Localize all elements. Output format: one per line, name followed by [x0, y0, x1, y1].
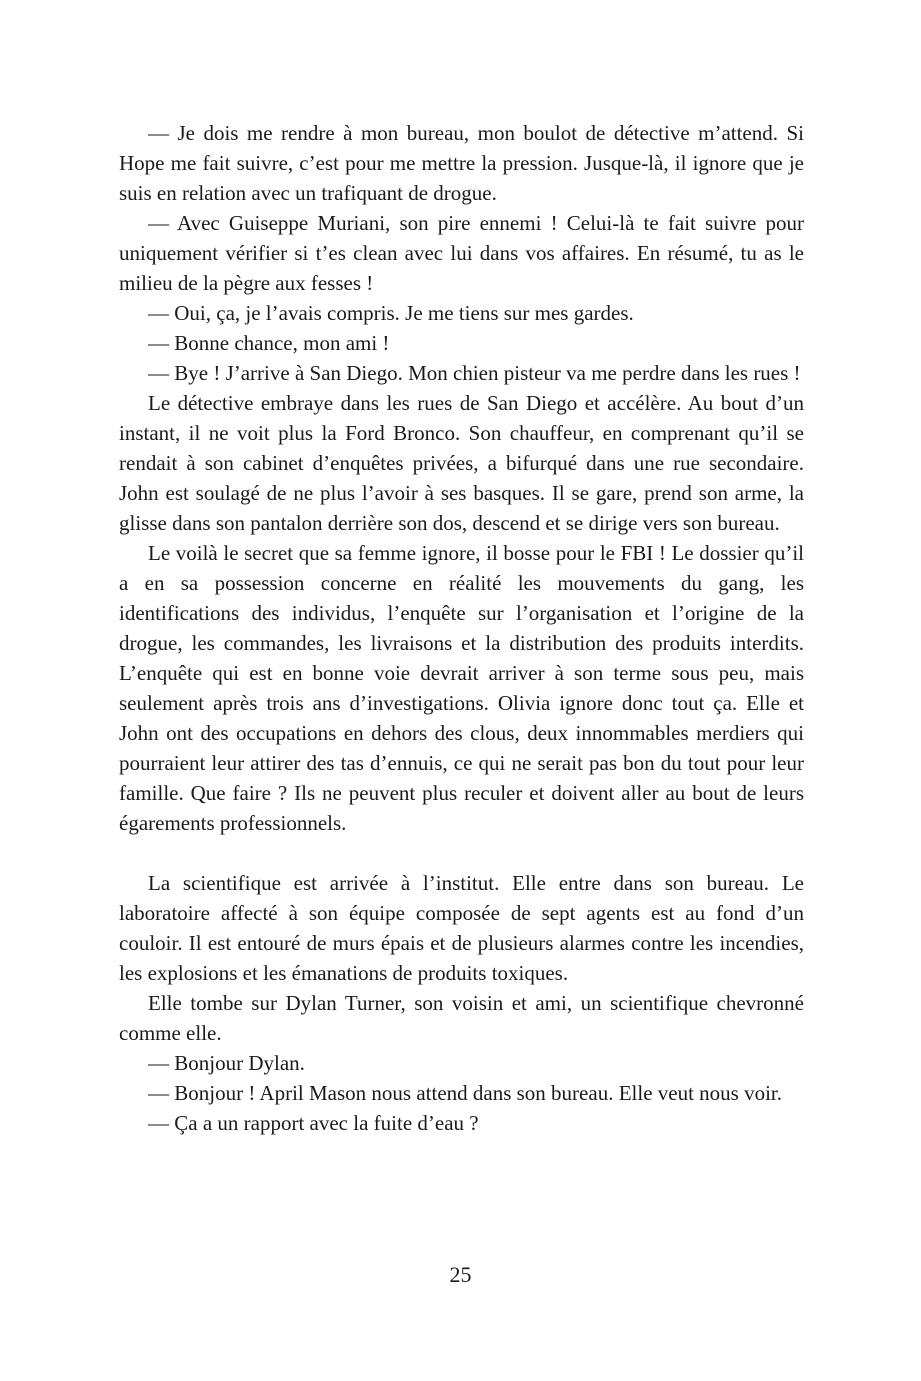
- paragraph: Le détective embraye dans les rues de San Diego et accélère. Au bout d’un instant, il ne voit plus la Ford Bronco. Son chauffeur, en comprenant qu’il se rendait à son cabinet d’enquêtes privées, a bifurqué dans une rue secondaire. John est soulagé de ne plus l’avoir à ses basques. Il se gare, prend son arme, la glisse dans son pantalon derrière son dos, descend et se dirige vers son bureau.: [119, 391, 804, 535]
- paragraph: Le voilà le secret que sa femme ignore, il bosse pour le FBI ! Le dossier qu’il a en sa possession concerne en réalité les mouvements du gang, les identifications des individus, l’enquête sur l’organisation et l’origine de la drogue, les commandes, les livraisons et la distribution des produits interdits. L’enquête qui est en bonne voie devrait arriver à son terme sous peu, mais seulement après trois ans d’investigations. Olivia ignore donc tout ça. Elle et John ont des occupations en dehors des clous, deux innommables merdiers qui pourraient leur attirer des tas d’ennuis, ce qui ne serait pas bon du tout pour leur famille. Que faire ? Ils ne peuvent plus reculer et doivent aller au bout de leurs égarements professionnels.: [119, 541, 804, 835]
- paragraph: — Ça a un rapport avec la fuite d’eau ?: [148, 1111, 479, 1135]
- paragraph: — Bonjour ! April Mason nous attend dans son bureau. Elle veut nous voir.: [148, 1081, 783, 1105]
- paragraph: La scientifique est arrivée à l’institut. Elle entre dans son bureau. Le laboratoire affecté à son équipe composée de sept agents est au fond d’un couloir. Il est entouré de murs épais et de plusieurs alarmes contre les incendies, les explosions et les émanations de produits toxiques.: [119, 871, 804, 985]
- paragraph: Elle tombe sur Dylan Turner, son voisin et ami, un scientifique chevronné comme elle.: [119, 991, 804, 1045]
- paragraph: — Bye ! J’arrive à San Diego. Mon chien pisteur va me perdre dans les rues !: [148, 361, 801, 385]
- section-break: [119, 838, 804, 868]
- page-number: 25: [449, 1262, 472, 1287]
- paragraph: — Je dois me rendre à mon bureau, mon boulot de détective m’attend. Si Hope me fait suivre, c’est pour me mettre la pression. Jusque-là, il ignore que je suis en relation avec un trafiquant de drogue.: [119, 121, 804, 205]
- paragraph: — Oui, ça, je l’avais compris. Je me tiens sur mes gardes.: [148, 301, 634, 325]
- paragraph: — Avec Guiseppe Muriani, son pire ennemi ! Celui-là te fait suivre pour uniquement vérifier si t’es clean avec lui dans vos affaires. En résumé, tu as le milieu de la pègre aux fesses !: [119, 211, 804, 295]
- paragraph: — Bonne chance, mon ami !: [148, 331, 390, 355]
- page-body: [119, 118, 804, 1138]
- paragraph: — Bonjour Dylan.: [148, 1051, 305, 1075]
